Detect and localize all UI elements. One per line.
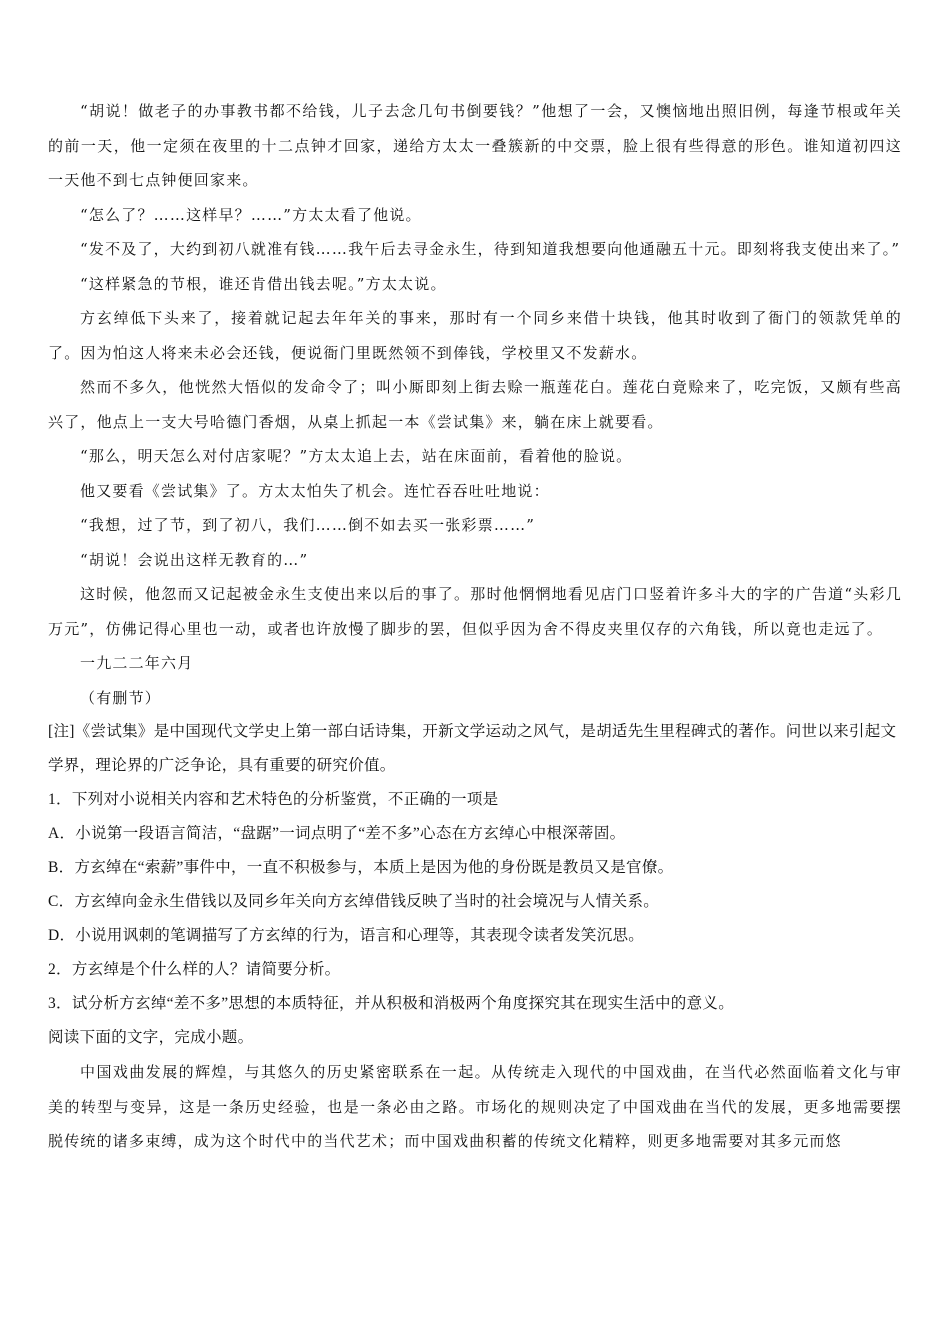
option-a: A．小说第一段语言简洁，“盘踞”一词点明了“差不多”心态在方玄绰心中根深蒂固。 bbox=[48, 825, 626, 842]
document-page bbox=[48, 94, 902, 1159]
reading-instruction: 阅读下面的文字，完成小题。 bbox=[48, 1029, 254, 1046]
footnote: [注]《尝试集》是中国现代文学史上第一部白话诗集，开新文学运动之风气，是胡适先生里程碑式的著作。问世以来引起文学界，理论界的广泛争论，具有重要的研究价值。 bbox=[48, 723, 897, 774]
story-abridged-note: （有删节） bbox=[80, 688, 162, 707]
option-d: D．小说用讽刺的笔调描写了方玄绰的行为，语言和心理等，其表现令读者发笑沉思。 bbox=[48, 927, 645, 944]
story-paragraph: 然而不多久，他恍然大悟似的发命令了；叫小厮即刻上街去赊一瓶莲花白。莲花白竟赊来了，吃完饭，又颇有些高兴了，他点上一支大号哈德门香烟，从桌上抓起一本《尝试集》来，躺在床上就要看。 bbox=[48, 378, 902, 431]
story-paragraph: “这样紧急的节根，谁还肯借出钱去呢。”方太太说。 bbox=[80, 274, 447, 293]
essay-paragraph: 中国戏曲发展的辉煌，与其悠久的历史紧密联系在一起。从传统走入现代的中国戏曲，在当代必然面临着文化与审美的转型与变异，这是一条历史经验，也是一条必由之路。市场化的规则决定了中国戏曲在当代的发展，更多地需要摆脱传统的诸多束缚，成为这个时代中的当代艺术；而中国戏曲积蓄的传统文化精粹，则更多地需要对其多元而悠 bbox=[48, 1063, 902, 1150]
story-paragraph: “胡说！做老子的办事教书都不给钱，儿子去念几句书倒要钱？”他想了一会，又懊恼地出照旧例，每逢节根或年关的前一天，他一定须在夜里的十二点钟才回家，递给方太太一叠簇新的中交票，脸上很有些得意的形色。谁知道初四这一天他不到七点钟便回家来。 bbox=[48, 102, 902, 189]
story-paragraph: 这时候，他忽而又记起被金永生支使出来以后的事了。那时他惘惘地看见店门口竖着许多斗大的字的广告道“头彩几万元”，仿佛记得心里也一动，或者也许放慢了脚步的罢，但似乎因为舍不得皮夹里仅存的六角钱，所以竟也走远了。 bbox=[48, 585, 902, 638]
story-date: 一九二二年六月 bbox=[80, 654, 194, 672]
option-b: B．方玄绰在“索薪”事件中，一直不积极参与，本质上是因为他的身份既是教员又是官僚。 bbox=[48, 859, 674, 876]
story-paragraph: 方玄绰低下头来了，接着就记起去年年关的事来，那时有一个同乡来借十块钱，他其时收到了衙门的领款凭单的了。因为怕这人将来未必会还钱，便说衙门里既然领不到俸钱，学校里又不发薪水。 bbox=[48, 309, 902, 362]
option-c: C．方玄绰向金永生借钱以及同乡年关向方玄绰借钱反映了当时的社会境况与人情关系。 bbox=[48, 893, 660, 910]
question-2: 2．方玄绰是个什么样的人？请简要分析。 bbox=[48, 961, 341, 978]
story-paragraph: 他又要看《尝试集》了。方太太怕失了机会。连忙吞吞吐吐地说： bbox=[80, 481, 550, 500]
story-paragraph: “发不及了，大约到初八就准有钱……我午后去寻金永生，待到知道我想要向他通融五十元。即刻将我支使出来了。” bbox=[80, 240, 901, 258]
story-paragraph: “胡说！会说出这样无教育的…” bbox=[80, 550, 309, 569]
story-paragraph: “我想，过了节，到了初八，我们……倒不如去买一张彩票……” bbox=[80, 516, 536, 534]
story-paragraph: “怎么了？……这样早？……”方太太看了他说。 bbox=[80, 205, 422, 224]
story-paragraph: “那么，明天怎么对付店家呢？”方太太追上去，站在床面前，看着他的脸说。 bbox=[80, 447, 633, 465]
question-3: 3．试分析方玄绰“差不多”思想的本质特征，并从积极和消极两个角度探究其在现实生活中的意义。 bbox=[48, 995, 735, 1012]
question-1: 1．下列对小说相关内容和艺术特色的分析鉴赏，不正确的一项是 bbox=[48, 791, 499, 808]
